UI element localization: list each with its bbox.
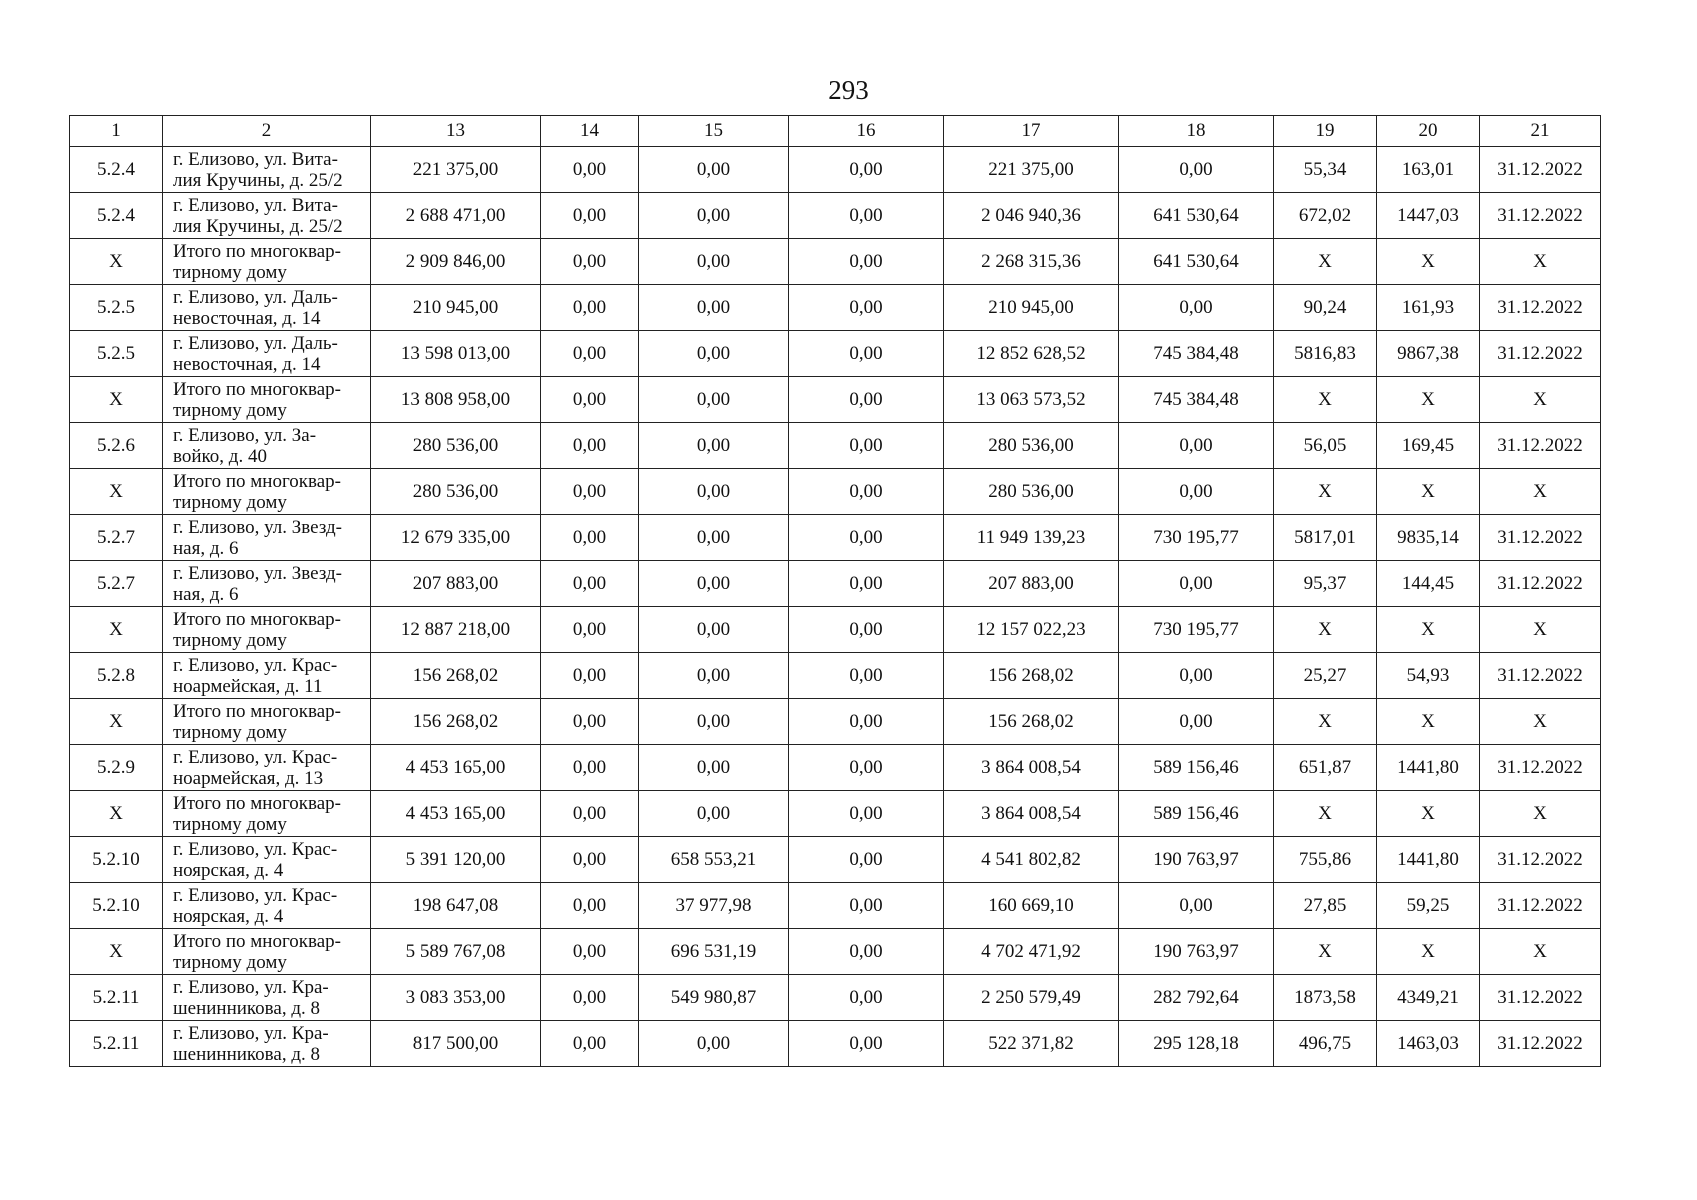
- value-cell: 0,00: [789, 377, 944, 423]
- value-cell: 295 128,18: [1119, 1021, 1274, 1067]
- value-cell: 156 268,02: [944, 699, 1119, 745]
- row-number-cell: X: [70, 469, 163, 515]
- value-cell: 280 536,00: [944, 469, 1119, 515]
- value-cell: 0,00: [541, 515, 639, 561]
- value-cell: 0,00: [789, 745, 944, 791]
- value-cell: 31.12.2022: [1480, 883, 1601, 929]
- address-cell: Итого по многоквар-тирному дому: [163, 791, 371, 837]
- value-cell: 755,86: [1274, 837, 1377, 883]
- value-cell: X: [1480, 607, 1601, 653]
- value-cell: 0,00: [789, 147, 944, 193]
- value-cell: 730 195,77: [1119, 515, 1274, 561]
- value-cell: 0,00: [789, 561, 944, 607]
- address-cell: г. Елизово, ул. Крас-ноярская, д. 4: [163, 837, 371, 883]
- value-cell: 12 679 335,00: [371, 515, 541, 561]
- value-cell: 54,93: [1377, 653, 1480, 699]
- value-cell: X: [1377, 699, 1480, 745]
- value-cell: X: [1274, 699, 1377, 745]
- table-row: [70, 837, 1601, 883]
- row-number-cell: 5.2.6: [70, 423, 163, 469]
- row-number-cell: 5.2.11: [70, 975, 163, 1021]
- value-cell: 0,00: [541, 791, 639, 837]
- value-cell: X: [1480, 699, 1601, 745]
- table-row: [70, 423, 1601, 469]
- value-cell: 0,00: [639, 147, 789, 193]
- value-cell: 5817,01: [1274, 515, 1377, 561]
- value-cell: 0,00: [541, 561, 639, 607]
- value-cell: 2 909 846,00: [371, 239, 541, 285]
- value-cell: 160 669,10: [944, 883, 1119, 929]
- column-header: 16: [789, 116, 944, 147]
- value-cell: 0,00: [789, 423, 944, 469]
- value-cell: 1873,58: [1274, 975, 1377, 1021]
- column-header: 17: [944, 116, 1119, 147]
- value-cell: 0,00: [541, 285, 639, 331]
- row-number-cell: 5.2.8: [70, 653, 163, 699]
- value-cell: X: [1480, 469, 1601, 515]
- value-cell: 169,45: [1377, 423, 1480, 469]
- value-cell: X: [1377, 607, 1480, 653]
- value-cell: 163,01: [1377, 147, 1480, 193]
- address-cell: Итого по многоквар-тирному дому: [163, 699, 371, 745]
- value-cell: 0,00: [789, 1021, 944, 1067]
- value-cell: X: [1274, 239, 1377, 285]
- table-row: [70, 607, 1601, 653]
- table-row: [70, 377, 1601, 423]
- value-cell: 210 945,00: [371, 285, 541, 331]
- value-cell: 0,00: [1119, 469, 1274, 515]
- value-cell: 0,00: [639, 561, 789, 607]
- value-cell: 0,00: [541, 377, 639, 423]
- value-cell: X: [1377, 377, 1480, 423]
- value-cell: 0,00: [789, 607, 944, 653]
- row-number-cell: 5.2.9: [70, 745, 163, 791]
- value-cell: 651,87: [1274, 745, 1377, 791]
- value-cell: 0,00: [639, 239, 789, 285]
- value-cell: 5 589 767,08: [371, 929, 541, 975]
- value-cell: X: [1274, 469, 1377, 515]
- value-cell: 0,00: [639, 423, 789, 469]
- column-header: 13: [371, 116, 541, 147]
- address-cell: Итого по многоквар-тирному дому: [163, 929, 371, 975]
- address-cell: г. Елизово, ул. Крас-ноармейская, д. 13: [163, 745, 371, 791]
- value-cell: 2 688 471,00: [371, 193, 541, 239]
- value-cell: 0,00: [1119, 561, 1274, 607]
- value-cell: X: [1480, 239, 1601, 285]
- value-cell: 0,00: [541, 147, 639, 193]
- row-number-cell: 5.2.7: [70, 515, 163, 561]
- value-cell: 745 384,48: [1119, 377, 1274, 423]
- value-cell: 161,93: [1377, 285, 1480, 331]
- address-cell: Итого по многоквар-тирному дому: [163, 607, 371, 653]
- value-cell: 0,00: [789, 515, 944, 561]
- value-cell: 3 864 008,54: [944, 791, 1119, 837]
- table-row: [70, 285, 1601, 331]
- value-cell: 31.12.2022: [1480, 653, 1601, 699]
- address-cell: г. Елизово, ул. Вита-лия Кручины, д. 25/2: [163, 147, 371, 193]
- table-body: [70, 147, 1601, 1067]
- value-cell: 0,00: [639, 193, 789, 239]
- value-cell: 144,45: [1377, 561, 1480, 607]
- value-cell: 5816,83: [1274, 331, 1377, 377]
- value-cell: 0,00: [541, 607, 639, 653]
- value-cell: 4349,21: [1377, 975, 1480, 1021]
- value-cell: 0,00: [1119, 285, 1274, 331]
- table-row: [70, 883, 1601, 929]
- address-cell: г. Елизово, ул. За-войко, д. 40: [163, 423, 371, 469]
- value-cell: 0,00: [789, 239, 944, 285]
- row-number-cell: 5.2.7: [70, 561, 163, 607]
- value-cell: 221 375,00: [371, 147, 541, 193]
- value-cell: 156 268,02: [944, 653, 1119, 699]
- table-row: [70, 469, 1601, 515]
- value-cell: 198 647,08: [371, 883, 541, 929]
- column-header: 20: [1377, 116, 1480, 147]
- value-cell: 0,00: [1119, 653, 1274, 699]
- value-cell: 0,00: [639, 699, 789, 745]
- value-cell: 0,00: [541, 975, 639, 1021]
- value-cell: 31.12.2022: [1480, 1021, 1601, 1067]
- value-cell: 589 156,46: [1119, 791, 1274, 837]
- value-cell: 31.12.2022: [1480, 745, 1601, 791]
- row-number-cell: X: [70, 239, 163, 285]
- row-number-cell: 5.2.10: [70, 837, 163, 883]
- value-cell: 31.12.2022: [1480, 561, 1601, 607]
- table-row: [70, 515, 1601, 561]
- address-cell: г. Елизово, ул. Кра-шенинникова, д. 8: [163, 1021, 371, 1067]
- value-cell: 280 536,00: [944, 423, 1119, 469]
- value-cell: 280 536,00: [371, 423, 541, 469]
- value-cell: 12 852 628,52: [944, 331, 1119, 377]
- value-cell: 0,00: [1119, 883, 1274, 929]
- value-cell: 0,00: [789, 791, 944, 837]
- value-cell: 0,00: [639, 331, 789, 377]
- value-cell: 0,00: [541, 193, 639, 239]
- value-cell: 13 598 013,00: [371, 331, 541, 377]
- address-cell: Итого по многоквар-тирному дому: [163, 469, 371, 515]
- value-cell: 0,00: [541, 331, 639, 377]
- value-cell: 2 268 315,36: [944, 239, 1119, 285]
- value-cell: 12 157 022,23: [944, 607, 1119, 653]
- value-cell: 3 864 008,54: [944, 745, 1119, 791]
- value-cell: 0,00: [639, 607, 789, 653]
- value-cell: 95,37: [1274, 561, 1377, 607]
- value-cell: 1441,80: [1377, 745, 1480, 791]
- value-cell: 0,00: [789, 883, 944, 929]
- value-cell: 641 530,64: [1119, 239, 1274, 285]
- table-row: [70, 975, 1601, 1021]
- value-cell: 0,00: [789, 193, 944, 239]
- row-number-cell: X: [70, 377, 163, 423]
- value-cell: 658 553,21: [639, 837, 789, 883]
- value-cell: 0,00: [541, 653, 639, 699]
- header-row: [70, 116, 1601, 147]
- value-cell: 0,00: [639, 285, 789, 331]
- value-cell: 9867,38: [1377, 331, 1480, 377]
- value-cell: 31.12.2022: [1480, 147, 1601, 193]
- value-cell: 190 763,97: [1119, 837, 1274, 883]
- value-cell: 0,00: [639, 653, 789, 699]
- value-cell: 25,27: [1274, 653, 1377, 699]
- value-cell: 0,00: [541, 837, 639, 883]
- table-row: [70, 1021, 1601, 1067]
- value-cell: 31.12.2022: [1480, 515, 1601, 561]
- row-number-cell: X: [70, 607, 163, 653]
- value-cell: 55,34: [1274, 147, 1377, 193]
- table-row: [70, 653, 1601, 699]
- value-cell: 0,00: [639, 1021, 789, 1067]
- value-cell: 31.12.2022: [1480, 285, 1601, 331]
- row-number-cell: 5.2.5: [70, 331, 163, 377]
- row-number-cell: X: [70, 929, 163, 975]
- value-cell: 4 453 165,00: [371, 791, 541, 837]
- table-row: [70, 699, 1601, 745]
- address-cell: г. Елизово, ул. Даль-невосточная, д. 14: [163, 331, 371, 377]
- value-cell: 221 375,00: [944, 147, 1119, 193]
- value-cell: 0,00: [639, 745, 789, 791]
- table-row: [70, 561, 1601, 607]
- value-cell: 0,00: [541, 929, 639, 975]
- value-cell: 9835,14: [1377, 515, 1480, 561]
- value-cell: 0,00: [541, 423, 639, 469]
- value-cell: X: [1377, 929, 1480, 975]
- value-cell: 282 792,64: [1119, 975, 1274, 1021]
- value-cell: 0,00: [541, 469, 639, 515]
- row-number-cell: X: [70, 699, 163, 745]
- row-number-cell: 5.2.4: [70, 193, 163, 239]
- address-cell: г. Елизово, ул. Вита-лия Кручины, д. 25/2: [163, 193, 371, 239]
- value-cell: 0,00: [541, 1021, 639, 1067]
- value-cell: 56,05: [1274, 423, 1377, 469]
- value-cell: 589 156,46: [1119, 745, 1274, 791]
- value-cell: 745 384,48: [1119, 331, 1274, 377]
- value-cell: X: [1377, 469, 1480, 515]
- value-cell: 1447,03: [1377, 193, 1480, 239]
- table-row: [70, 331, 1601, 377]
- value-cell: X: [1480, 377, 1601, 423]
- value-cell: 1441,80: [1377, 837, 1480, 883]
- address-cell: Итого по многоквар-тирному дому: [163, 239, 371, 285]
- value-cell: 280 536,00: [371, 469, 541, 515]
- value-cell: 0,00: [789, 929, 944, 975]
- column-header: 2: [163, 116, 371, 147]
- value-cell: X: [1480, 791, 1601, 837]
- value-cell: 31.12.2022: [1480, 331, 1601, 377]
- value-cell: 0,00: [541, 239, 639, 285]
- row-number-cell: X: [70, 791, 163, 837]
- value-cell: 0,00: [789, 699, 944, 745]
- value-cell: X: [1274, 791, 1377, 837]
- value-cell: 207 883,00: [371, 561, 541, 607]
- value-cell: 0,00: [789, 975, 944, 1021]
- value-cell: 207 883,00: [944, 561, 1119, 607]
- value-cell: 672,02: [1274, 193, 1377, 239]
- value-cell: 0,00: [639, 377, 789, 423]
- value-cell: 730 195,77: [1119, 607, 1274, 653]
- column-header: 1: [70, 116, 163, 147]
- value-cell: 31.12.2022: [1480, 975, 1601, 1021]
- table-row: [70, 745, 1601, 791]
- value-cell: 0,00: [789, 331, 944, 377]
- value-cell: X: [1274, 607, 1377, 653]
- address-cell: г. Елизово, ул. Звезд-ная, д. 6: [163, 515, 371, 561]
- value-cell: 3 083 353,00: [371, 975, 541, 1021]
- value-cell: 12 887 218,00: [371, 607, 541, 653]
- table-row: [70, 929, 1601, 975]
- value-cell: 210 945,00: [944, 285, 1119, 331]
- value-cell: 156 268,02: [371, 699, 541, 745]
- row-number-cell: 5.2.11: [70, 1021, 163, 1067]
- value-cell: X: [1274, 929, 1377, 975]
- value-cell: 0,00: [789, 469, 944, 515]
- value-cell: 0,00: [541, 745, 639, 791]
- value-cell: 156 268,02: [371, 653, 541, 699]
- table-row: [70, 193, 1601, 239]
- value-cell: 549 980,87: [639, 975, 789, 1021]
- value-cell: 11 949 139,23: [944, 515, 1119, 561]
- value-cell: X: [1377, 791, 1480, 837]
- row-number-cell: 5.2.10: [70, 883, 163, 929]
- value-cell: 496,75: [1274, 1021, 1377, 1067]
- value-cell: 522 371,82: [944, 1021, 1119, 1067]
- address-cell: г. Елизово, ул. Крас-ноармейская, д. 11: [163, 653, 371, 699]
- value-cell: 0,00: [789, 837, 944, 883]
- address-cell: Итого по многоквар-тирному дому: [163, 377, 371, 423]
- value-cell: 0,00: [541, 699, 639, 745]
- value-cell: 0,00: [541, 883, 639, 929]
- value-cell: 2 250 579,49: [944, 975, 1119, 1021]
- value-cell: X: [1377, 239, 1480, 285]
- page-number: 293: [828, 75, 869, 105]
- data-table: [69, 115, 1601, 1067]
- value-cell: 59,25: [1377, 883, 1480, 929]
- value-cell: 0,00: [639, 515, 789, 561]
- value-cell: 13 808 958,00: [371, 377, 541, 423]
- address-cell: г. Елизово, ул. Крас-ноярская, д. 4: [163, 883, 371, 929]
- table-row: [70, 147, 1601, 193]
- column-header: 21: [1480, 116, 1601, 147]
- value-cell: 0,00: [639, 469, 789, 515]
- value-cell: 0,00: [789, 285, 944, 331]
- value-cell: 0,00: [1119, 423, 1274, 469]
- value-cell: 4 453 165,00: [371, 745, 541, 791]
- value-cell: 37 977,98: [639, 883, 789, 929]
- value-cell: 0,00: [1119, 147, 1274, 193]
- value-cell: 31.12.2022: [1480, 193, 1601, 239]
- value-cell: 27,85: [1274, 883, 1377, 929]
- value-cell: 1463,03: [1377, 1021, 1480, 1067]
- value-cell: 190 763,97: [1119, 929, 1274, 975]
- value-cell: 0,00: [789, 653, 944, 699]
- row-number-cell: 5.2.4: [70, 147, 163, 193]
- column-header: 18: [1119, 116, 1274, 147]
- value-cell: 13 063 573,52: [944, 377, 1119, 423]
- value-cell: 641 530,64: [1119, 193, 1274, 239]
- column-header: 15: [639, 116, 789, 147]
- value-cell: 0,00: [1119, 699, 1274, 745]
- value-cell: 31.12.2022: [1480, 423, 1601, 469]
- value-cell: X: [1274, 377, 1377, 423]
- table-row: [70, 791, 1601, 837]
- row-number-cell: 5.2.5: [70, 285, 163, 331]
- value-cell: 4 702 471,92: [944, 929, 1119, 975]
- value-cell: 0,00: [639, 791, 789, 837]
- value-cell: 90,24: [1274, 285, 1377, 331]
- value-cell: 5 391 120,00: [371, 837, 541, 883]
- column-header: 14: [541, 116, 639, 147]
- address-cell: г. Елизово, ул. Кра-шенинникова, д. 8: [163, 975, 371, 1021]
- value-cell: 696 531,19: [639, 929, 789, 975]
- value-cell: 4 541 802,82: [944, 837, 1119, 883]
- value-cell: 817 500,00: [371, 1021, 541, 1067]
- table-row: [70, 239, 1601, 285]
- column-header: 19: [1274, 116, 1377, 147]
- address-cell: г. Елизово, ул. Звезд-ная, д. 6: [163, 561, 371, 607]
- value-cell: X: [1480, 929, 1601, 975]
- value-cell: 31.12.2022: [1480, 837, 1601, 883]
- value-cell: 2 046 940,36: [944, 193, 1119, 239]
- address-cell: г. Елизово, ул. Даль-невосточная, д. 14: [163, 285, 371, 331]
